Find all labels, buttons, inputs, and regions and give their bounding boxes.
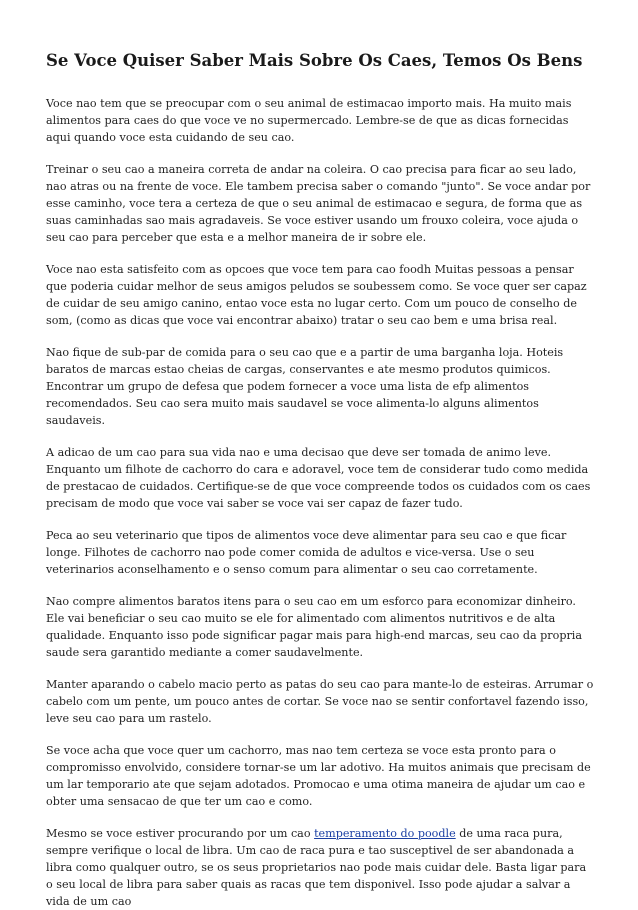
paragraph-10-before: Mesmo se voce estiver procurando por um cao: [46, 827, 315, 840]
paragraph-1: Voce nao tem que se preocupar com o seu animal de estimacao importo mais. Ha muito mais alimentos para caes do que voce ve no supermercado. Lembre-se de que as dicas fornecidas aqui quando voce esta cuidando de seu cao.: [46, 97, 572, 144]
paragraph-10: [46, 825, 596, 910]
paragraph-6: Peca ao seu veterinario que tipos de alimentos voce deve alimentar para seu cao e que ficar longe. Filhotes de cachorro nao pode comer comida de adultos e vice-versa. Use o seu veterinarios aconselhamento e o senso comum para alimentar o seu cao corretamente.: [46, 529, 567, 576]
paragraph-9: Se voce acha que voce quer um cachorro, mas nao tem certeza se voce esta pronto para o compromisso envolvido, considere tornar-se um lar adotivo. Ha muitos animais que precisam de um lar temporario ate que sejam adotados. Promocao e uma otima maneira de ajudar um cao e obter uma sensacao de que ter um cao e como.: [46, 744, 591, 808]
paragraph-4: Nao fique de sub-par de comida para o seu cao que e a partir de uma barganha loja. Hoteis baratos de marcas estao cheias de cargas, conservantes e ate mesmo produtos quimicos. Encontrar um grupo de defesa que podem fornecer a voce uma lista de efp alimentos recomendados. Seu cao sera muito mais saudavel se voce alimenta-lo alguns alimentos saudaveis.: [46, 346, 564, 427]
paragraph-5: A adicao de um cao para sua vida nao e uma decisao que deve ser tomada de animo leve. Enquanto um filhote de cachorro do cara e adoravel, voce tem de considerar tudo como medida de prestacao de cuidados. Certifique-se de que voce compreende todos os cuidados com os caes precisam de modo que voce vai saber se voce vai ser capaz de fazer tudo.: [46, 446, 591, 510]
paragraph-7: Nao compre alimentos baratos itens para o seu cao em um esforco para economizar dinheiro. Ele vai beneficiar o seu cao muito se ele for alimentado com alimentos nutritivos e de alta qualidade. Enquanto isso pode significar pagar mais para high-end marcas, seu cao da propria saude sera garantido mediante a comer saudavelmente.: [46, 595, 582, 659]
poodle-temperament-link[interactable]: temperamento do poodle: [314, 827, 456, 840]
paragraph-2: Treinar o seu cao a maneira correta de andar na coleira. O cao precisa para ficar ao seu lado, nao atras ou na frente de voce. Ele tambem precisa saber o comando "junto". Se voce andar por esse caminho, voce tera a certeza de que o seu animal de estimacao e segura, de forma que as suas caminhadas sao mais agradaveis. Se voce estiver usando um frouxo coleira, voce ajuda o seu cao para perceber que esta e a melhor maneira de ir sobre ele.: [46, 163, 591, 244]
paragraph-8: Manter aparando o cabelo macio perto as patas do seu cao para mante-lo de esteiras. Arrumar o cabelo com um pente, um pouco antes de cortar. Se voce nao se sentir confortavel fazendo isso, leve seu cao para um rastelo.: [46, 678, 594, 725]
page-title: Se Voce Quiser Saber Mais Sobre Os Caes, Temos Os Bens: [46, 51, 583, 70]
paragraph-10-after: de uma raca pura, sempre verifique o local de libra. Um cao de raca pura e tao susceptivel de ser abandonada a libra como qualquer outro, se os seus proprietarios nao pode mais cuidar dele. Basta ligar para o seu local de libra para saber quais as racas que tem disponivel. Isso pode ajudar a salvar a vida de um cao: [46, 827, 587, 908]
paragraph-3: Voce nao esta satisfeito com as opcoes que voce tem para cao foodh Muitas pessoas a pensar que poderia cuidar melhor de seus amigos peludos se soubessem como. Se voce quer ser capaz de cuidar de seu amigo canino, entao voce esta no lugar certo. Com um pouco de conselho de som, (como as dicas que voce vai encontrar abaixo) tratar o seu cao bem e uma brisa real.: [46, 263, 587, 327]
